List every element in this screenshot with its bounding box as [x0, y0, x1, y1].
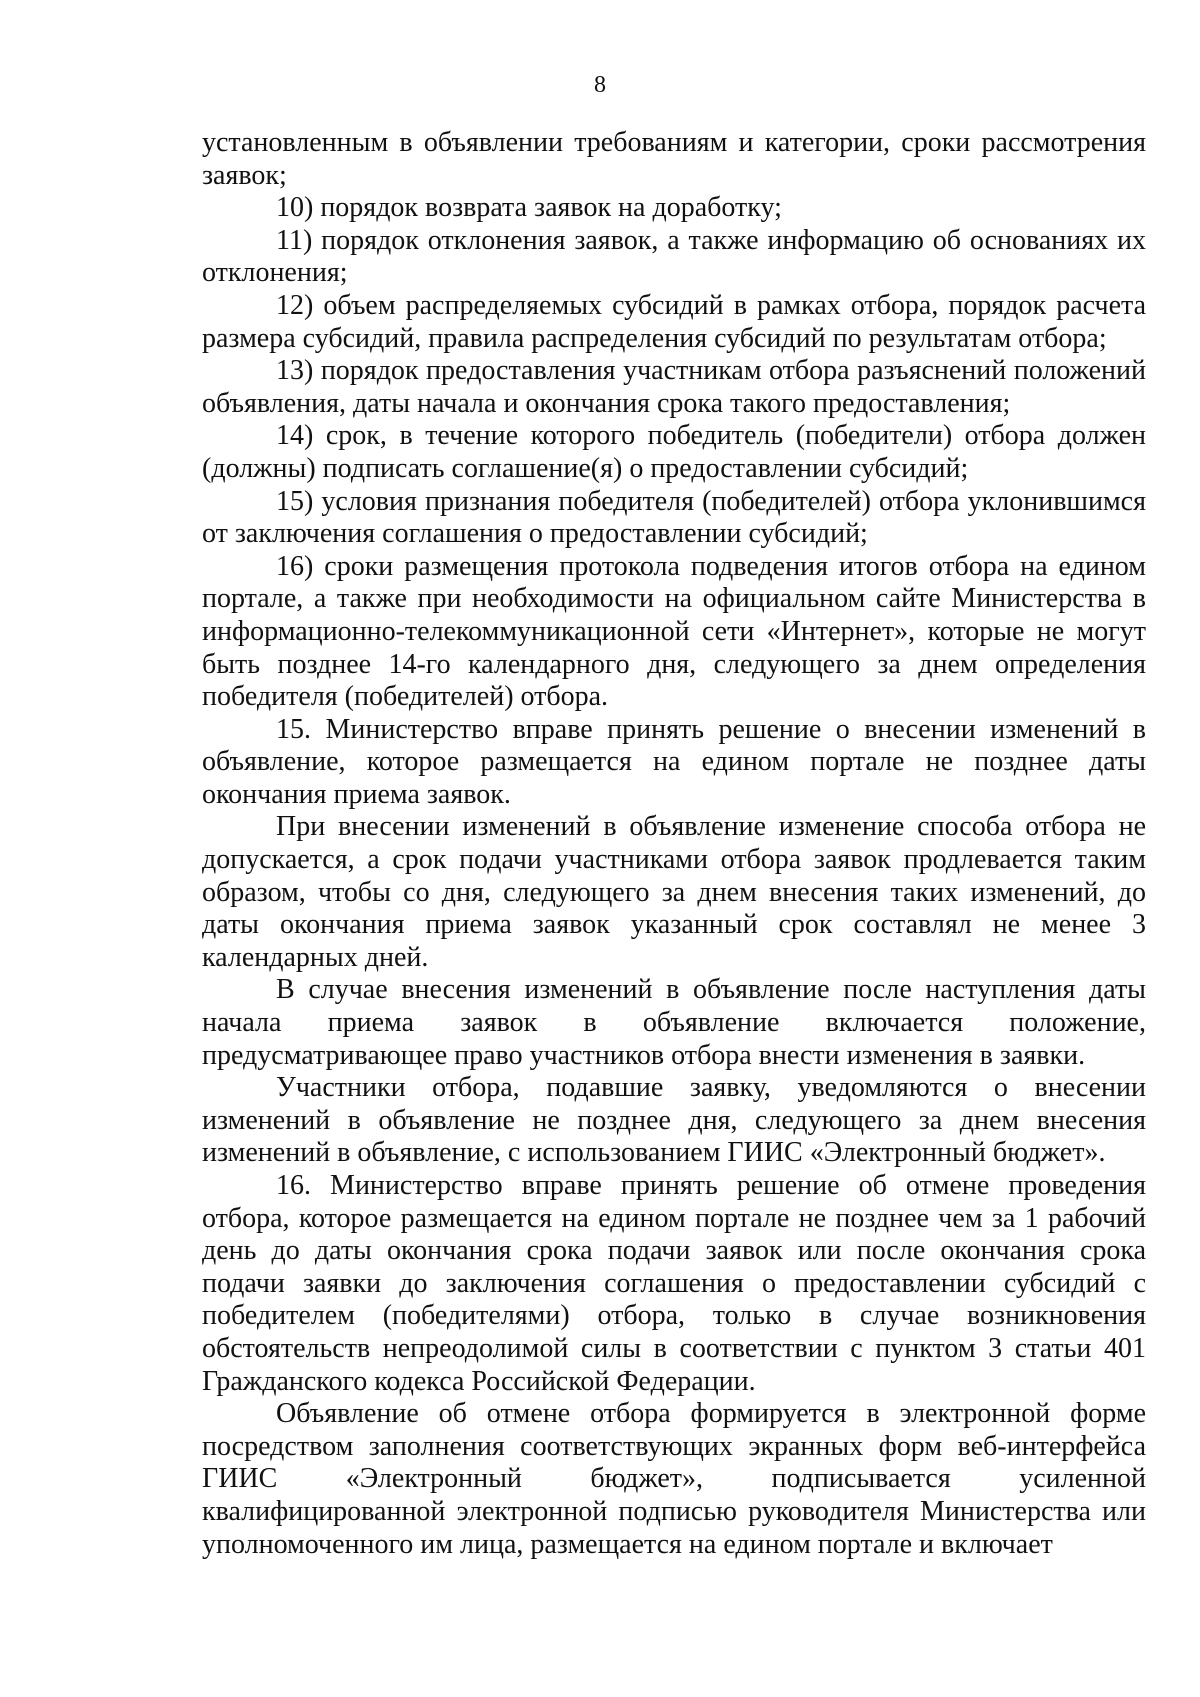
paragraph-item-16: 16) сроки размещения протокола подведения итогов отбора на едином портале, а также при необходимости на официальном сайте Министерства в информационно-телекоммуникационной сети «Интернет», которые не могут быть позднее 14-го календарного дня, следующего за днем определения победителя (победителей) отбора.: [202, 550, 1146, 713]
paragraph-participants-notice: Участники отбора, подавшие заявку, уведомляются о внесении изменений в объявление не позднее дня, следующего за днем внесения изменений в объявление, с использованием ГИИС «Электронный бюджет».: [202, 1072, 1146, 1169]
paragraph-section-15: 15. Министерство вправе принять решение о внесении изменений в объявление, которое размещается на едином портале не позднее даты окончания приема заявок.: [202, 713, 1146, 810]
paragraph-item-15: 15) условия признания победителя (победителей) отбора уклонившимся от заключения соглашения о предоставлении субсидий;: [202, 485, 1146, 550]
paragraph-item-14: 14) срок, в течение которого победитель (победители) отбора должен (должны) подписать соглашение(я) о предоставлении субсидий;: [202, 420, 1146, 484]
paragraph-changes-rules: При внесении изменений в объявление изменение способа отбора не допускается, а срок подачи участниками отбора заявок продлевается таким образом, чтобы со дня, следующего за днем внесения таких изменений, до даты окончания приема заявок указанный срок составлял не менее 3 календарных дней.: [202, 811, 1146, 973]
paragraph-item-12: 12) объем распределяемых субсидий в рамках отбора, порядок расчета размера субсидий, правила распределения субсидий по результатам отбора;: [202, 289, 1146, 354]
paragraph-item-13: 13) порядок предоставления участникам отбора разъяснений положений объявления, даты начала и окончания срока такого предоставления;: [202, 355, 1146, 419]
paragraph-item-10: 10) порядок возврата заявок на доработку;: [276, 192, 782, 224]
paragraph-changes-after-start: В случае внесения изменений в объявление после наступления даты начала приема заявок в объявление включается положение, предусматривающее право участников отбора внести изменения в заявки.: [202, 974, 1146, 1071]
page-number: 8: [594, 72, 606, 98]
paragraph-section-16: 16. Министерство вправе принять решение об отмене проведения отбора, которое размещается на едином портале не позднее чем за 1 рабочий день до даты окончания срока подачи заявок или после окончания срока подачи заявки до заключения соглашения о предоставлении субсидий с победителем (победителями) отбора, только в случае возникновения обстоятельств непреодолимой силы в соответствии с пунктом 3 статьи 401 Гражданского кодекса Российской Федерации.: [202, 1170, 1146, 1397]
document-body: [202, 127, 1146, 1561]
paragraph-continuation: установленным в объявлении требованиям и категории, сроки рассмотрения заявок;: [202, 127, 1146, 191]
paragraph-item-11: 11) порядок отклонения заявок, а также информацию об основаниях их отклонения;: [202, 224, 1146, 289]
paragraph-cancel-announcement: Объявление об отмене отбора формируется в электронной форме посредством заполнения соответствующих экранных форм веб-интерфейса ГИИС «Электронный бюджет», подписывается усиленной квалифицированной электронной подписью руководителя Министерства или уполномоченного им лица, размещается на едином портале и включает: [202, 1398, 1146, 1560]
